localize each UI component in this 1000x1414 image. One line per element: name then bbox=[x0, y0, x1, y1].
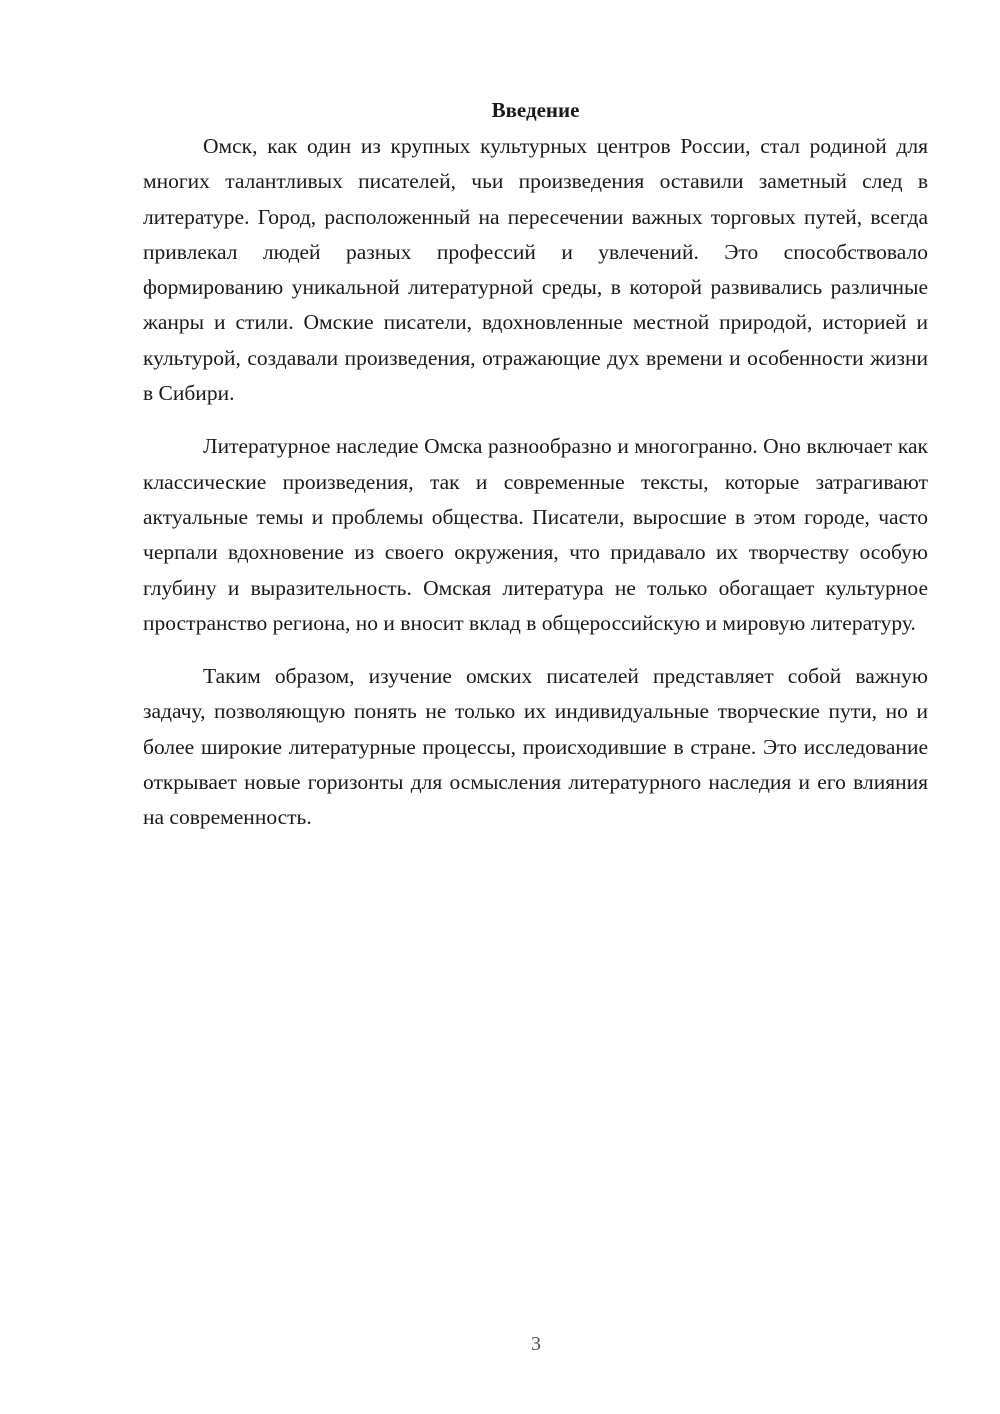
page-content bbox=[143, 93, 928, 854]
paragraph-3: Таким образом, изучение омских писателей представляет собой важную задачу, позволяющую понять не только их индивидуальные творческие пути, но и более широкие литературные процессы, происходившие в стране. Это исследование открывает новые горизонты для осмысления литературного наследия и его влияния на современность. bbox=[143, 664, 928, 830]
paragraph-1: Омск, как один из крупных культурных центров России, стал родиной для многих талантливых писателей, чьи произведения оставили заметный след в литературе. Город, расположенный на пересечении важных торговых путей, всегда привлекал людей разных профессий и увлечений. Это способствовало формированию уникальной литературной среды, в которой развивались различные жанры и стили. Омские писатели, вдохновленные местной природой, историей и культурой, создавали произведения, отражающие дух времени и особенности жизни в Сибири. bbox=[143, 134, 928, 406]
paragraph-2: Литературное наследие Омска разнообразно и многогранно. Оно включает как классические произведения, так и современные тексты, которые затрагивают актуальные темы и проблемы общества. Писатели, выросшие в этом городе, часто черпали вдохновение из своего окружения, что придавало их творчеству особую глубину и выразительность. Омская литература не только обогащает культурное пространство региона, но и вносит вклад в общероссийскую и мировую литературу. bbox=[143, 434, 928, 635]
section-title: Введение bbox=[491, 98, 580, 122]
page-number: 3 bbox=[531, 1333, 541, 1355]
